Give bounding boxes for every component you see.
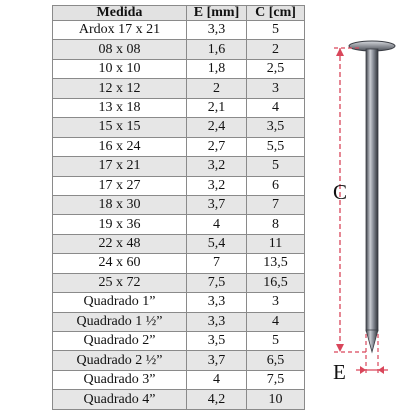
- cell-c-cm: 2: [247, 40, 305, 59]
- cell-medida: Ardox 17 x 21: [53, 21, 187, 40]
- cell-e-mm: 4,2: [187, 390, 247, 410]
- table-row: [53, 312, 305, 331]
- cell-e-mm: 3,2: [187, 176, 247, 195]
- cell-e-mm: 3,3: [187, 312, 247, 331]
- cell-e-mm: 3,2: [187, 157, 247, 176]
- table-row: [53, 273, 305, 292]
- nail-diagram: [318, 30, 420, 400]
- table-row: [53, 234, 305, 253]
- cell-e-mm: 2: [187, 79, 247, 98]
- cell-c-cm: 7: [247, 195, 305, 214]
- cell-medida: 25 x 72: [53, 273, 187, 292]
- cell-e-mm: 3,7: [187, 351, 247, 370]
- header-e-mm: E [mm]: [187, 6, 247, 21]
- cell-e-mm: 5,4: [187, 234, 247, 253]
- cell-e-mm: 4: [187, 215, 247, 234]
- cell-medida: Quadrado 2”: [53, 332, 187, 351]
- diameter-label-e: E: [333, 360, 346, 384]
- cell-e-mm: 7: [187, 254, 247, 273]
- cell-medida: 13 x 18: [53, 98, 187, 117]
- table-row: [53, 176, 305, 195]
- cell-medida: Quadrado 3”: [53, 370, 187, 389]
- nail-spec-table-container: [52, 5, 304, 410]
- cell-e-mm: 7,5: [187, 273, 247, 292]
- cell-e-mm: 2,7: [187, 137, 247, 156]
- table-row: [53, 157, 305, 176]
- cell-medida: 19 x 36: [53, 215, 187, 234]
- cell-c-cm: 16,5: [247, 273, 305, 292]
- table-row: [53, 21, 305, 40]
- header-c-cm: C [cm]: [247, 6, 305, 21]
- cell-e-mm: 3,3: [187, 21, 247, 40]
- table-body: [53, 21, 305, 410]
- cell-medida: 08 x 08: [53, 40, 187, 59]
- cell-c-cm: 5: [247, 332, 305, 351]
- cell-medida: 22 x 48: [53, 234, 187, 253]
- diameter-arrow-left: [360, 366, 366, 374]
- table-row: [53, 390, 305, 410]
- cell-medida: 12 x 12: [53, 79, 187, 98]
- cell-c-cm: 10: [247, 390, 305, 410]
- cell-e-mm: 3,3: [187, 293, 247, 312]
- cell-c-cm: 6: [247, 176, 305, 195]
- table-row: [53, 40, 305, 59]
- cell-c-cm: 2,5: [247, 59, 305, 78]
- cell-e-mm: 3,7: [187, 195, 247, 214]
- cell-c-cm: 5: [247, 157, 305, 176]
- cell-medida: 24 x 60: [53, 254, 187, 273]
- cell-c-cm: 4: [247, 312, 305, 331]
- cell-c-cm: 3: [247, 293, 305, 312]
- nail-shank: [366, 49, 378, 331]
- cell-e-mm: 2,4: [187, 118, 247, 137]
- cell-c-cm: 6,5: [247, 351, 305, 370]
- length-label-c: C: [333, 180, 348, 204]
- cell-c-cm: 3,5: [247, 118, 305, 137]
- length-arrow-bottom: [336, 344, 344, 352]
- cell-medida: 10 x 10: [53, 59, 187, 78]
- cell-medida: 18 x 30: [53, 195, 187, 214]
- cell-medida: 17 x 21: [53, 157, 187, 176]
- cell-c-cm: 3: [247, 79, 305, 98]
- table-row: [53, 79, 305, 98]
- cell-medida: 15 x 15: [53, 118, 187, 137]
- cell-medida: Quadrado 1 ½”: [53, 312, 187, 331]
- length-arrow-top: [336, 48, 344, 56]
- cell-medida: 17 x 27: [53, 176, 187, 195]
- cell-e-mm: 1,8: [187, 59, 247, 78]
- nail-point: [366, 330, 378, 352]
- cell-c-cm: 5,5: [247, 137, 305, 156]
- cell-c-cm: 5: [247, 21, 305, 40]
- cell-medida: Quadrado 1”: [53, 293, 187, 312]
- table-row: [53, 215, 305, 234]
- cell-c-cm: 4: [247, 98, 305, 117]
- table-row: [53, 137, 305, 156]
- table-row: [53, 370, 305, 389]
- header-medida: Medida: [53, 6, 187, 21]
- table-row: [53, 332, 305, 351]
- nail-spec-table: [52, 5, 305, 410]
- cell-c-cm: 7,5: [247, 370, 305, 389]
- table-row: [53, 293, 305, 312]
- cell-medida: Quadrado 4”: [53, 390, 187, 410]
- cell-medida: Quadrado 2 ½”: [53, 351, 187, 370]
- cell-medida: 16 x 24: [53, 137, 187, 156]
- table-row: [53, 351, 305, 370]
- cell-c-cm: 11: [247, 234, 305, 253]
- cell-e-mm: 3,5: [187, 332, 247, 351]
- cell-c-cm: 8: [247, 215, 305, 234]
- table-row: [53, 98, 305, 117]
- table-row: [53, 59, 305, 78]
- table-row: [53, 118, 305, 137]
- cell-e-mm: 2,1: [187, 98, 247, 117]
- cell-e-mm: 1,6: [187, 40, 247, 59]
- diameter-arrow-right: [378, 366, 384, 374]
- table-row: [53, 195, 305, 214]
- cell-e-mm: 4: [187, 370, 247, 389]
- table-row: [53, 254, 305, 273]
- cell-c-cm: 13,5: [247, 254, 305, 273]
- table-header-row: [53, 6, 305, 21]
